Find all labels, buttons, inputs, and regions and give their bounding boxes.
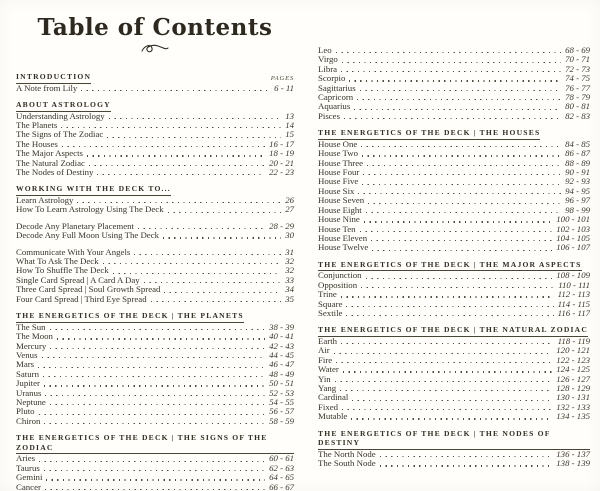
toc-entry bbox=[16, 168, 294, 177]
toc-entry bbox=[318, 309, 590, 318]
leader-dots bbox=[352, 400, 552, 401]
toc-entry bbox=[318, 384, 590, 393]
toc-entry bbox=[16, 483, 294, 491]
entry-pages: 96 - 97 bbox=[565, 195, 590, 206]
entry-label: Pluto bbox=[16, 406, 35, 417]
entry-label: The Moon bbox=[16, 331, 53, 342]
entry-pages: 46 - 47 bbox=[269, 359, 294, 370]
section-header: THE ENERGETICS OF THE DECK | THE PLANETS bbox=[16, 311, 244, 323]
toc-section bbox=[16, 184, 294, 214]
entry-label: Mutable bbox=[318, 411, 348, 422]
leader-dots bbox=[366, 212, 561, 213]
leader-dots bbox=[343, 371, 553, 372]
leader-dots bbox=[45, 395, 265, 396]
toc-section bbox=[318, 260, 590, 319]
entry-label: Leo bbox=[318, 45, 332, 55]
toc-section bbox=[16, 72, 294, 93]
toc-entry bbox=[318, 337, 590, 346]
section-header: INTRODUCTION bbox=[16, 72, 91, 84]
entry-label: Trine bbox=[318, 289, 337, 300]
entry-label: Virgo bbox=[318, 54, 338, 65]
leader-dots bbox=[341, 296, 554, 297]
entry-pages: 106 - 107 bbox=[556, 242, 590, 253]
toc-entry bbox=[16, 398, 294, 407]
entry-label: Cardinal bbox=[318, 392, 349, 403]
entry-label: House Twelve bbox=[318, 242, 369, 253]
entry-label: Aries bbox=[16, 453, 36, 464]
entry-label: A Note from Lily bbox=[16, 82, 78, 93]
entry-label: House One bbox=[318, 138, 358, 149]
leader-dots bbox=[87, 155, 265, 156]
entry-label: Single Card Spread | A Card A Day bbox=[16, 274, 140, 285]
toc-entry bbox=[16, 342, 294, 351]
toc-entry bbox=[16, 464, 294, 473]
leader-dots bbox=[351, 418, 552, 419]
toc-entry bbox=[318, 356, 590, 365]
entry-pages: 134 - 135 bbox=[556, 411, 590, 422]
entry-label: The South Node bbox=[318, 458, 376, 469]
entry-label: The Sun bbox=[16, 321, 46, 332]
entry-pages: 100 - 101 bbox=[556, 214, 590, 225]
leader-dots bbox=[361, 287, 554, 288]
leader-dots bbox=[346, 315, 553, 316]
leader-dots bbox=[44, 385, 265, 386]
leader-dots bbox=[335, 381, 553, 382]
toc-entry bbox=[16, 417, 294, 426]
entry-label: The Signs of The Zodiac bbox=[16, 129, 104, 140]
entry-pages: 40 - 41 bbox=[269, 331, 294, 342]
entry-label: House Five bbox=[318, 176, 359, 187]
toc-entry bbox=[16, 370, 294, 379]
entry-label: Aquarius bbox=[318, 101, 351, 112]
entry-pages: 18 - 19 bbox=[269, 148, 294, 159]
entry-pages: 58 - 59 bbox=[269, 415, 294, 426]
entry-label: How To Shuffle The Deck bbox=[16, 265, 109, 276]
leader-dots bbox=[363, 174, 561, 175]
entry-pages: 42 - 43 bbox=[269, 340, 294, 351]
entry-pages: 13 bbox=[285, 110, 294, 121]
toc-entry bbox=[318, 243, 590, 252]
toc-entry bbox=[318, 102, 590, 111]
toc-entry bbox=[16, 205, 294, 214]
entry-pages: 66 - 67 bbox=[269, 481, 294, 491]
entry-pages: 35 bbox=[285, 293, 294, 304]
leader-dots bbox=[163, 237, 281, 238]
title-block bbox=[16, 14, 294, 60]
toc-entry bbox=[318, 74, 590, 83]
entry-label: Square bbox=[318, 298, 343, 309]
entry-label: Capricorn bbox=[318, 92, 354, 103]
toc-section bbox=[16, 100, 294, 177]
entry-pages: 86 - 87 bbox=[565, 148, 590, 159]
entry-pages: 34 bbox=[285, 284, 294, 295]
toc-entry bbox=[16, 84, 294, 93]
leader-dots bbox=[57, 338, 265, 339]
leader-dots bbox=[151, 301, 282, 302]
entry-label: Sextile bbox=[318, 307, 343, 318]
leader-dots bbox=[39, 461, 265, 462]
leader-dots bbox=[103, 263, 282, 264]
toc-section bbox=[318, 325, 590, 421]
entry-label: Water bbox=[318, 364, 339, 375]
leader-dots bbox=[354, 109, 561, 110]
pages-column-label: PAGES bbox=[270, 75, 294, 82]
entry-label: Venus bbox=[16, 349, 38, 360]
toc-entry bbox=[318, 300, 590, 309]
entry-pages: 32 bbox=[285, 265, 294, 276]
entry-label: Air bbox=[318, 345, 330, 356]
toc-entry bbox=[318, 93, 590, 102]
entry-label: Fire bbox=[318, 354, 333, 365]
toc-entry bbox=[318, 65, 590, 74]
entry-pages: 74 - 75 bbox=[565, 73, 590, 84]
entry-label: House Eight bbox=[318, 204, 362, 215]
entry-pages: 124 - 125 bbox=[556, 364, 590, 375]
entry-label: Neptune bbox=[16, 396, 46, 407]
entry-label: Four Card Spread | Third Eye Spread bbox=[16, 293, 147, 304]
entry-label: The Houses bbox=[16, 138, 58, 149]
entry-pages: 26 bbox=[285, 195, 294, 206]
toc-entry bbox=[318, 281, 590, 290]
entry-label: Cancer bbox=[16, 481, 41, 491]
leader-dots bbox=[372, 250, 552, 251]
leader-dots bbox=[341, 343, 554, 344]
leader-dots bbox=[164, 292, 281, 293]
entry-label: House Two bbox=[318, 148, 359, 159]
toc-section bbox=[318, 46, 590, 121]
entry-label: The Nodes of Destiny bbox=[16, 167, 94, 178]
entry-label: Earth bbox=[318, 335, 338, 346]
entry-pages: 62 - 63 bbox=[269, 462, 294, 473]
entry-label: Mars bbox=[16, 359, 35, 370]
entry-pages: 56 - 57 bbox=[269, 406, 294, 417]
leader-dots bbox=[113, 273, 281, 274]
entry-label: How To Learn Astrology Using The Deck bbox=[16, 204, 164, 215]
leader-dots bbox=[346, 306, 553, 307]
leader-dots bbox=[168, 212, 282, 213]
leader-dots bbox=[367, 165, 561, 166]
entry-label: The North Node bbox=[318, 448, 376, 459]
leader-dots bbox=[107, 137, 281, 138]
leader-dots bbox=[44, 470, 265, 471]
leader-dots bbox=[42, 357, 266, 358]
entry-pages: 136 - 137 bbox=[556, 448, 590, 459]
entry-pages: 82 - 83 bbox=[565, 110, 590, 121]
leader-dots bbox=[138, 228, 265, 229]
leader-dots bbox=[368, 203, 561, 204]
entry-pages: 130 - 131 bbox=[556, 392, 590, 403]
entry-pages: 94 - 95 bbox=[565, 185, 590, 196]
toc-entry bbox=[318, 346, 590, 355]
leader-dots bbox=[334, 353, 553, 354]
entry-label: House Seven bbox=[318, 195, 365, 206]
leader-dots bbox=[357, 99, 561, 100]
leader-dots bbox=[362, 184, 561, 185]
flourish-icon bbox=[16, 42, 294, 60]
toc-entry bbox=[318, 215, 590, 224]
entry-label: Chiron bbox=[16, 415, 41, 426]
toc-entry bbox=[318, 177, 590, 186]
section-header-row bbox=[16, 100, 294, 112]
entry-label: Yin bbox=[318, 373, 331, 384]
toc-entry bbox=[318, 140, 590, 149]
entry-pages: 120 - 121 bbox=[556, 345, 590, 356]
entry-label: Opposition bbox=[318, 279, 358, 290]
section-header-row bbox=[318, 325, 590, 337]
leader-dots bbox=[43, 376, 265, 377]
entry-label: House Four bbox=[318, 167, 360, 178]
section-header: ABOUT ASTROLOGY bbox=[16, 100, 111, 112]
leader-dots bbox=[61, 127, 281, 128]
entry-pages: 22 - 23 bbox=[269, 167, 294, 178]
toc-entry bbox=[318, 393, 590, 402]
entry-label: Decode Any Planetary Placement bbox=[16, 220, 134, 231]
page-title: Table of Contents bbox=[37, 14, 273, 41]
toc-entry bbox=[318, 55, 590, 64]
toc-entry bbox=[318, 84, 590, 93]
entry-label: Communicate With Your Angels bbox=[16, 246, 131, 257]
entry-label: What To Ask The Deck bbox=[16, 256, 99, 267]
entry-label: House Six bbox=[318, 185, 355, 196]
leader-dots bbox=[358, 193, 561, 194]
toc-section bbox=[16, 311, 294, 426]
entry-pages: 31 bbox=[285, 246, 294, 257]
toc-entry bbox=[318, 365, 590, 374]
toc-entry bbox=[318, 459, 590, 468]
leader-dots bbox=[39, 414, 266, 415]
leader-dots bbox=[360, 231, 553, 232]
entry-label: Sagittarius bbox=[318, 82, 356, 93]
section-header: THE ENERGETICS OF THE DECK | THE NODES OF DESTINY bbox=[318, 429, 590, 450]
section-header: THE ENERGETICS OF THE DECK | THE SIGNS OF THE ZODIAC bbox=[16, 433, 294, 454]
leader-dots bbox=[50, 348, 265, 349]
leader-dots bbox=[109, 118, 282, 119]
entry-pages: 60 - 61 bbox=[269, 453, 294, 464]
section-header-row bbox=[318, 429, 590, 450]
entry-pages: 114 - 115 bbox=[557, 298, 590, 309]
leader-dots bbox=[50, 329, 266, 330]
toc-entry bbox=[318, 412, 590, 421]
entry-pages: 68 - 69 bbox=[565, 45, 590, 55]
entry-pages: 28 - 29 bbox=[269, 220, 294, 231]
leader-dots bbox=[340, 390, 552, 391]
toc-entry bbox=[16, 407, 294, 416]
entry-pages: 118 - 119 bbox=[557, 335, 590, 346]
entry-pages: 108 - 109 bbox=[556, 270, 590, 281]
leader-dots bbox=[349, 80, 561, 81]
toc-entry bbox=[16, 332, 294, 341]
section-header-row bbox=[318, 128, 590, 140]
entry-label: Scorpio bbox=[318, 73, 346, 84]
leader-dots bbox=[344, 118, 561, 119]
toc-entry bbox=[16, 351, 294, 360]
toc-entry bbox=[16, 360, 294, 369]
entry-pages: 126 - 127 bbox=[556, 373, 590, 384]
leader-dots bbox=[77, 202, 281, 203]
entry-pages: 50 - 51 bbox=[269, 378, 294, 389]
leader-dots bbox=[62, 146, 265, 147]
entry-label: Three Card Spread | Soul Growth Spread bbox=[16, 284, 161, 295]
entry-label: The Major Aspects bbox=[16, 148, 83, 159]
entry-pages: 6 - 11 bbox=[274, 82, 294, 93]
toc-section bbox=[318, 429, 590, 469]
entry-label: Fixed bbox=[318, 401, 339, 412]
leader-dots bbox=[342, 409, 552, 410]
entry-pages: 48 - 49 bbox=[269, 368, 294, 379]
entry-pages: 98 - 99 bbox=[565, 204, 590, 215]
section-header: THE ENERGETICS OF THE DECK | THE HOUSES bbox=[318, 128, 540, 140]
entry-label: The Planets bbox=[16, 120, 58, 130]
entry-pages: 102 - 103 bbox=[556, 223, 590, 234]
entry-pages: 80 - 81 bbox=[565, 101, 590, 112]
leader-dots bbox=[371, 240, 552, 241]
toc-entry bbox=[318, 271, 590, 280]
toc-entry bbox=[16, 473, 294, 482]
entry-pages: 72 - 73 bbox=[565, 63, 590, 74]
toc-section bbox=[318, 128, 590, 252]
toc-column-right bbox=[318, 46, 590, 469]
leader-dots bbox=[362, 155, 561, 156]
entry-pages: 70 - 71 bbox=[565, 54, 590, 65]
toc-entry bbox=[16, 295, 294, 304]
entry-pages: 112 - 113 bbox=[557, 289, 590, 300]
section-header-row bbox=[16, 72, 294, 84]
entry-pages: 27 bbox=[285, 204, 294, 215]
entry-pages: 122 - 123 bbox=[556, 354, 590, 365]
toc-entry bbox=[318, 168, 590, 177]
leader-dots bbox=[50, 404, 265, 405]
toc-entry bbox=[318, 403, 590, 412]
entry-pages: 14 bbox=[285, 120, 294, 130]
section-header-row bbox=[16, 433, 294, 454]
entry-pages: 132 - 133 bbox=[556, 401, 590, 412]
toc-entry bbox=[16, 454, 294, 463]
section-header: THE ENERGETICS OF THE DECK | THE MAJOR ASPECTS bbox=[318, 260, 582, 272]
entry-label: Learn Astrology bbox=[16, 195, 74, 206]
leader-dots bbox=[342, 62, 561, 63]
entry-label: House Eleven bbox=[318, 232, 368, 243]
entry-pages: 110 - 111 bbox=[558, 279, 590, 290]
entry-label: Conjunction bbox=[318, 270, 362, 281]
toc-entry bbox=[318, 112, 590, 121]
entry-pages: 15 bbox=[285, 129, 294, 140]
entry-pages: 76 - 77 bbox=[565, 82, 590, 93]
entry-label: Mercury bbox=[16, 340, 47, 351]
entry-pages: 88 - 89 bbox=[565, 157, 590, 168]
entry-pages: 38 - 39 bbox=[269, 321, 294, 332]
leader-dots bbox=[360, 90, 561, 91]
entry-pages: 16 - 17 bbox=[269, 138, 294, 149]
entry-label: Pisces bbox=[318, 110, 340, 121]
toc-entry bbox=[16, 231, 294, 240]
entry-label: House Nine bbox=[318, 214, 360, 225]
leader-dots bbox=[97, 174, 265, 175]
toc-section bbox=[16, 222, 294, 241]
entry-label: Jupiter bbox=[16, 378, 40, 389]
toc-entry bbox=[16, 379, 294, 388]
entry-label: Yang bbox=[318, 382, 337, 393]
leader-dots bbox=[336, 52, 561, 53]
toc-entry bbox=[16, 389, 294, 398]
entry-pages: 30 bbox=[285, 230, 294, 241]
toc-entry bbox=[16, 112, 294, 121]
entry-pages: 116 - 117 bbox=[557, 307, 590, 318]
leader-dots bbox=[89, 165, 265, 166]
entry-pages: 84 - 85 bbox=[565, 138, 590, 149]
entry-pages: 54 - 55 bbox=[269, 396, 294, 407]
entry-pages: 64 - 65 bbox=[269, 472, 294, 483]
entry-label: Taurus bbox=[16, 462, 40, 473]
leader-dots bbox=[45, 489, 265, 490]
leader-dots bbox=[380, 456, 553, 457]
leader-dots bbox=[44, 423, 265, 424]
leader-dots bbox=[364, 221, 553, 222]
entry-label: Uranus bbox=[16, 387, 42, 398]
entry-label: Libra bbox=[318, 63, 338, 74]
entry-label: House Ten bbox=[318, 223, 356, 234]
leader-dots bbox=[46, 479, 265, 480]
leader-dots bbox=[361, 146, 561, 147]
entry-label: The Natural Zodiac bbox=[16, 157, 85, 168]
section-header: WORKING WITH THE DECK TO... bbox=[16, 184, 171, 196]
entry-pages: 128 - 129 bbox=[556, 382, 590, 393]
section-header: THE ENERGETICS OF THE DECK | THE NATURAL ZODIAC bbox=[318, 325, 588, 337]
leader-dots bbox=[380, 465, 553, 466]
leader-dots bbox=[81, 90, 270, 91]
entry-label: Gemini bbox=[16, 472, 43, 483]
entry-pages: 90 - 91 bbox=[565, 167, 590, 178]
toc-entry bbox=[318, 290, 590, 299]
entry-pages: 104 - 105 bbox=[556, 232, 590, 243]
entry-pages: 33 bbox=[285, 274, 294, 285]
toc-section bbox=[16, 248, 294, 304]
section-header-row bbox=[16, 311, 294, 323]
toc-entry bbox=[16, 323, 294, 332]
entry-pages: 20 - 21 bbox=[269, 157, 294, 168]
leader-dots bbox=[341, 71, 561, 72]
toc-section bbox=[16, 433, 294, 491]
entry-pages: 78 - 79 bbox=[565, 92, 590, 103]
entry-label: Decode Any Full Moon Using The Deck bbox=[16, 230, 160, 241]
leader-dots bbox=[38, 367, 265, 368]
entry-label: Saturn bbox=[16, 368, 39, 379]
entry-pages: 44 - 45 bbox=[269, 349, 294, 360]
entry-pages: 138 - 139 bbox=[556, 458, 590, 469]
toc-column-left bbox=[16, 72, 294, 491]
entry-pages: 32 bbox=[285, 256, 294, 267]
leader-dots bbox=[144, 282, 282, 283]
entry-label: Understanding Astrology bbox=[16, 110, 105, 121]
toc-entry bbox=[318, 375, 590, 384]
toc-entry bbox=[318, 46, 590, 55]
leader-dots bbox=[336, 362, 552, 363]
entry-pages: 92 - 93 bbox=[565, 176, 590, 187]
entry-label: House Three bbox=[318, 157, 364, 168]
leader-dots bbox=[366, 278, 553, 279]
leader-dots bbox=[134, 254, 281, 255]
entry-pages: 52 - 53 bbox=[269, 387, 294, 398]
